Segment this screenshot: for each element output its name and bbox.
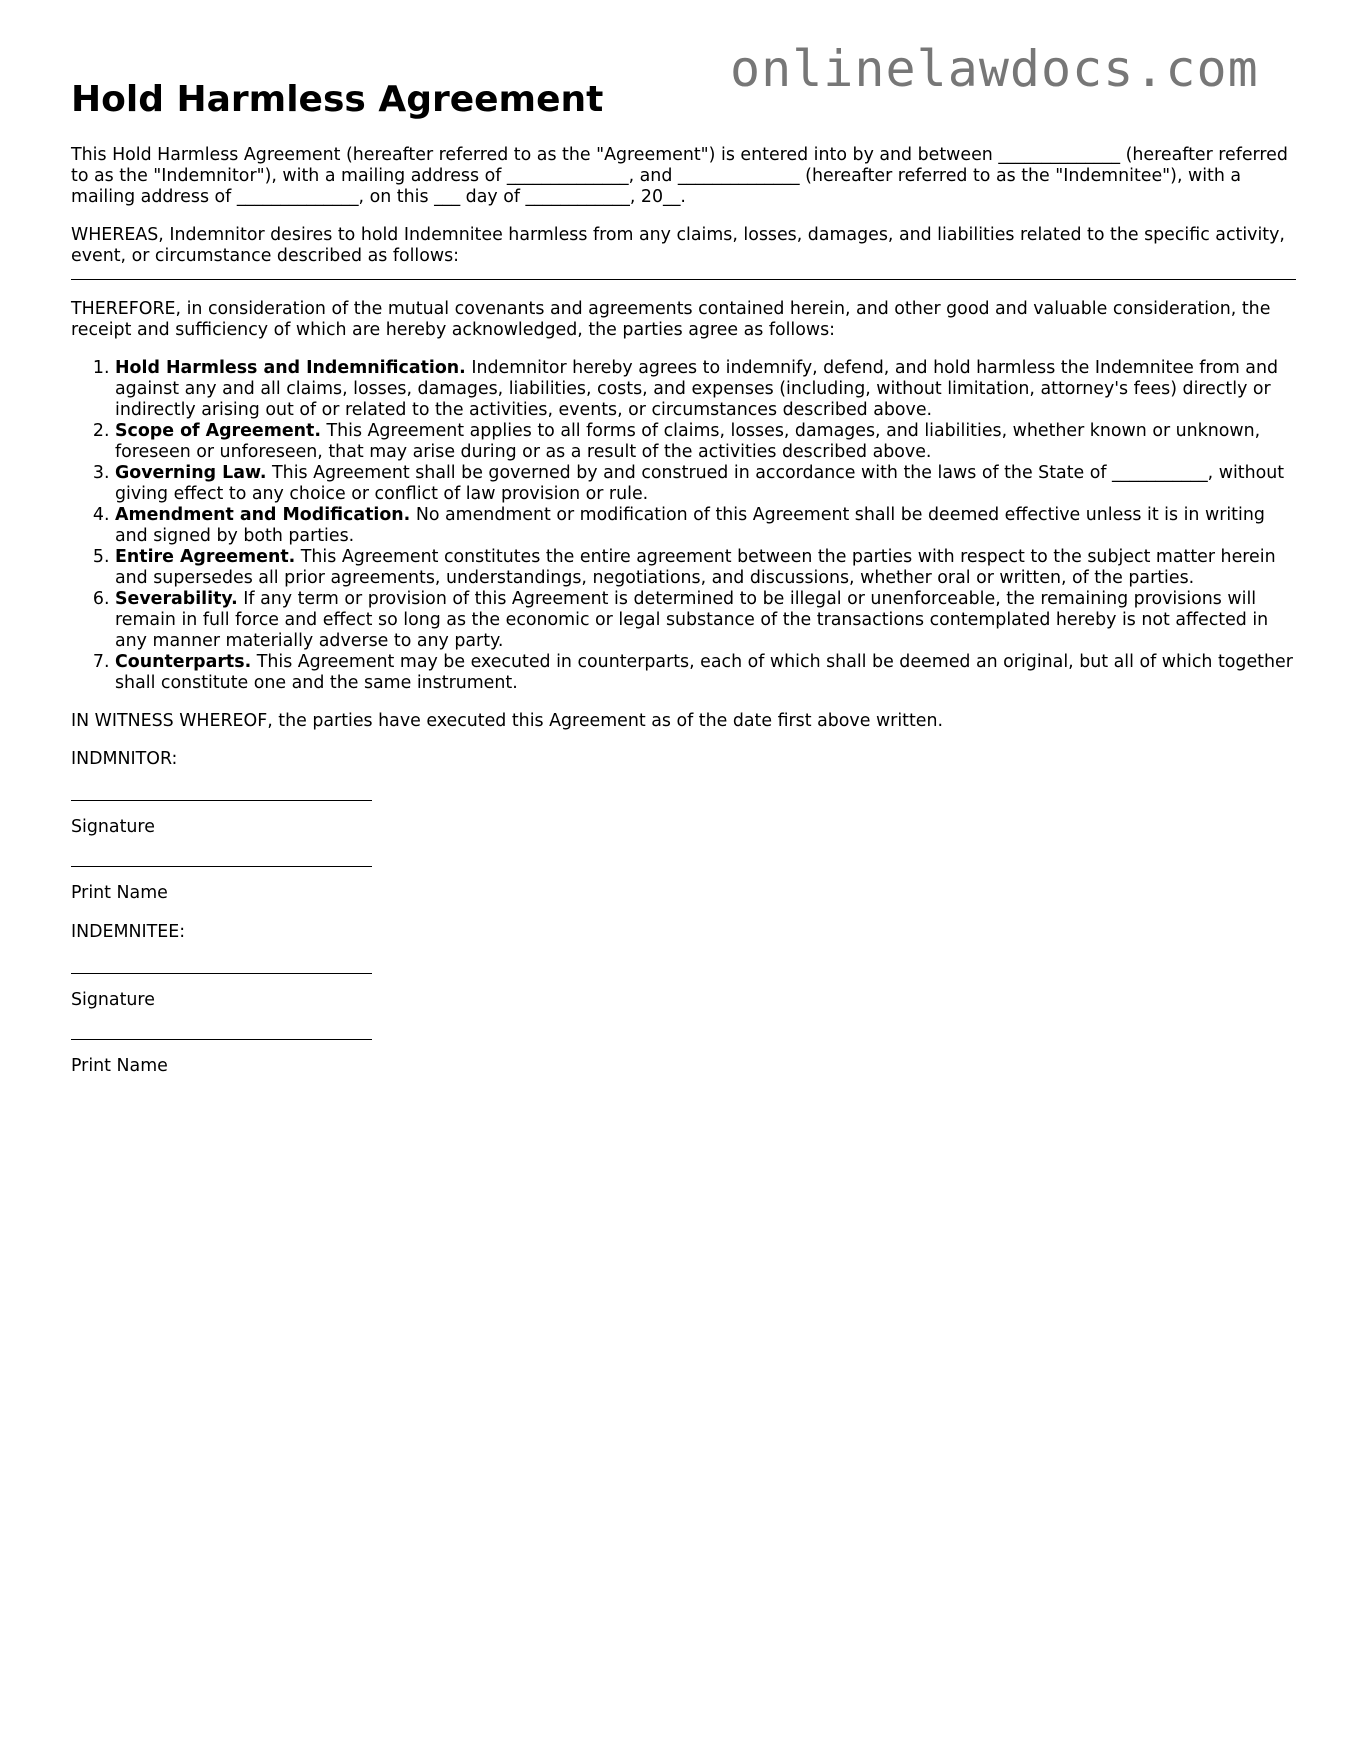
clause-item bbox=[115, 652, 1296, 694]
clause-text: If any term or provision of this Agreement is determined to be illegal or unenforceable, the remaining provisions will remain in full force and effect so long as the economic or legal substance of the transactions contemplated hereby is not affected in any manner materially adverse to any party. bbox=[115, 589, 1269, 652]
clause-title: Counterparts. bbox=[115, 652, 252, 673]
indemnitor-heading: INDMNITOR: bbox=[71, 749, 178, 770]
clause-item bbox=[115, 589, 1296, 652]
clause-item bbox=[115, 505, 1296, 547]
clause-title: Hold Harmless and Indemnification. bbox=[115, 358, 466, 379]
whereas-paragraph: WHEREAS, Indemnitor desires to hold Indemnitee harmless from any claims, losses, damages, and liabilities related to the specific activity, event, or circumstance described as follows: bbox=[71, 225, 1285, 267]
indemnitee-heading: INDEMNITEE: bbox=[71, 922, 186, 943]
indemnitor-signature-line bbox=[71, 800, 372, 801]
indemnitee-print-name-line bbox=[71, 1039, 372, 1040]
clause-title: Severability. bbox=[115, 589, 238, 610]
clause-text: This Agreement shall be governed by and construed in accordance with the laws of the State of ___________, without giving effect to any choice or conflict of law provision or rule. bbox=[115, 463, 1285, 505]
indemnitee-signature-block bbox=[71, 922, 1296, 1077]
clause-item bbox=[115, 547, 1296, 589]
clause-text: This Agreement may be executed in counterparts, each of which shall be deemed an original, but all of which together shall constitute one and the same instrument. bbox=[115, 652, 1293, 694]
therefore-paragraph: THEREFORE, in consideration of the mutual covenants and agreements contained herein, and other good and valuable consideration, the receipt and sufficiency of which are hereby acknowledged, the parties agree as follows: bbox=[71, 299, 1271, 341]
indemnitor-signature-block bbox=[71, 749, 1296, 904]
intro-paragraph: This Hold Harmless Agreement (hereafter referred to as the "Agreement") is entered into by and between ______________ (hereafter referred to as the "Indemnitor"), with a mailing address of ______________, and ______________ (hereafter referred to as the "Indemnitee"), with a mailing address of ______________, on this ___ day of ____________, 20__. bbox=[71, 145, 1288, 208]
activity-description-line bbox=[71, 279, 1296, 280]
clause-text: This Agreement applies to all forms of claims, losses, damages, and liabilities, whether known or unknown, foreseen or unforeseen, that may arise during or as a result of the activities described above. bbox=[115, 421, 1261, 463]
clause-item bbox=[115, 358, 1296, 421]
clause-text: No amendment or modification of this Agreement shall be deemed effective unless it is in writing and signed by both parties. bbox=[115, 505, 1265, 547]
clause-title: Amendment and Modification. bbox=[115, 505, 411, 526]
indemnitor-print-name-line bbox=[71, 866, 372, 867]
agreement-document bbox=[71, 78, 1296, 1077]
clause-title: Entire Agreement. bbox=[115, 547, 296, 568]
indemnitee-signature-label: Signature bbox=[71, 990, 155, 1011]
clause-title: Governing Law. bbox=[115, 463, 267, 484]
indemnitee-print-name-label: Print Name bbox=[71, 1056, 168, 1077]
clause-item bbox=[115, 463, 1296, 505]
document-title: Hold Harmless Agreement bbox=[71, 79, 604, 120]
site-watermark: onlinelawdocs.com bbox=[730, 40, 1259, 98]
clauses-list bbox=[71, 358, 1296, 694]
indemnitor-print-name-label: Print Name bbox=[71, 883, 168, 904]
indemnitor-signature-label: Signature bbox=[71, 817, 155, 838]
witness-paragraph: IN WITNESS WHEREOF, the parties have executed this Agreement as of the date first above written. bbox=[71, 711, 944, 732]
clause-item bbox=[115, 421, 1296, 463]
clause-title: Scope of Agreement. bbox=[115, 421, 321, 442]
clause-text: Indemnitor hereby agrees to indemnify, defend, and hold harmless the Indemnitee from and against any and all claims, losses, damages, liabilities, costs, and expenses (including, without limitation, attorney's fees) directly or indirectly arising out of or related to the activities, events, or circumstances described above. bbox=[115, 358, 1279, 421]
clause-text: This Agreement constitutes the entire agreement between the parties with respect to the subject matter herein and supersedes all prior agreements, understandings, negotiations, and discussions, whether oral or written, of the parties. bbox=[115, 547, 1276, 589]
indemnitee-signature-line bbox=[71, 973, 372, 974]
